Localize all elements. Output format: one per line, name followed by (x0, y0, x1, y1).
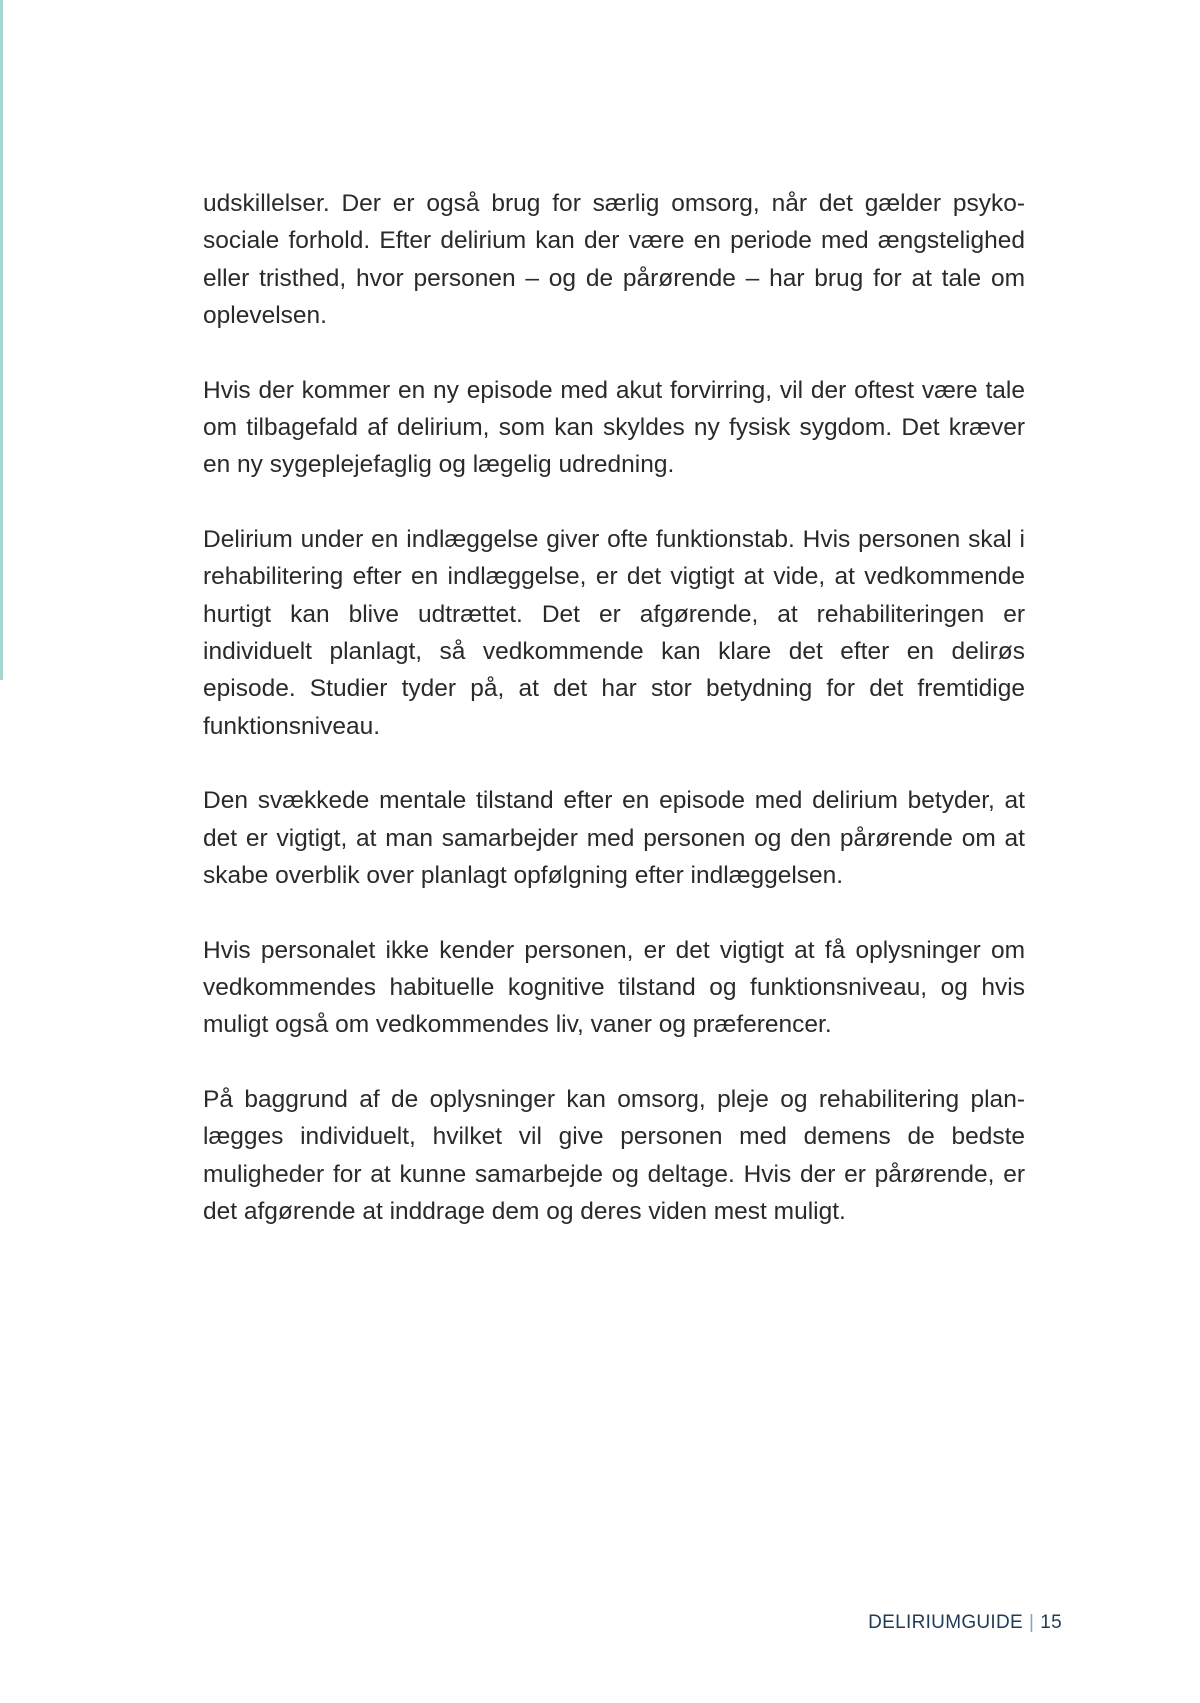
body-text (203, 185, 1025, 1267)
page-number: 15 (1040, 1612, 1062, 1633)
paragraph-6: På baggrund af de oplysninger kan omsorg, pleje og rehabilitering planlægges individuelt, hvilket vil give personen med demens de bedste muligheder for at kunne samarbejde og deltage. Hvis der er pårørende, er det afgørende at inddrage dem og deres viden mest muligt. (203, 1085, 1025, 1225)
page-footer (868, 1612, 1062, 1634)
footer-separator: | (1029, 1612, 1035, 1633)
paragraph-4: Den svækkede mentale tilstand efter en episode med delirium betyder, at det er vigtigt, at man samarbejder med personen og den pårørende om at skabe overblik over planlagt opfølgning efter indlæggelsen. (203, 787, 1025, 890)
paragraph-2: Hvis der kommer en ny episode med akut forvirring, vil der oftest være tale om tilbagefald af delirium, som kan skyldes ny fysisk sygdom. Det kræver en ny sygeplejefaglig og lægelig udredning. (203, 376, 1025, 479)
page-edge-rule (0, 0, 3, 680)
guide-name: DELIRIUMGUIDE (868, 1612, 1024, 1633)
paragraph-3: Delirium under en indlæggelse giver ofte funktionstab. Hvis personen skal i rehabilitering efter en indlæggelse, er det vigtigt at vide, at vedkommende hurtigt kan blive udtrættet. Det er afgørende, at rehabiliteringen er individuelt planlagt, så vedkommende kan klare det efter en delirøs episode. Studier tyder på, at det har stor betydning for det fremtidige funktionsniveau. (203, 525, 1025, 740)
paragraph-1: udskillelser. Der er også brug for særlig omsorg, når det gælder psykosociale forhold. Efter delirium kan der være en periode med ængstelighed eller tristhed, hvor personen – og de pårørende – har brug for at tale om oplevelsen. (203, 190, 1025, 330)
paragraph-5: Hvis personalet ikke kender personen, er det vigtigt at få oplysninger om vedkommendes habituelle kognitive tilstand og funktionsniveau, og hvis muligt også om vedkommendes liv, vaner og præferencer. (203, 936, 1025, 1039)
